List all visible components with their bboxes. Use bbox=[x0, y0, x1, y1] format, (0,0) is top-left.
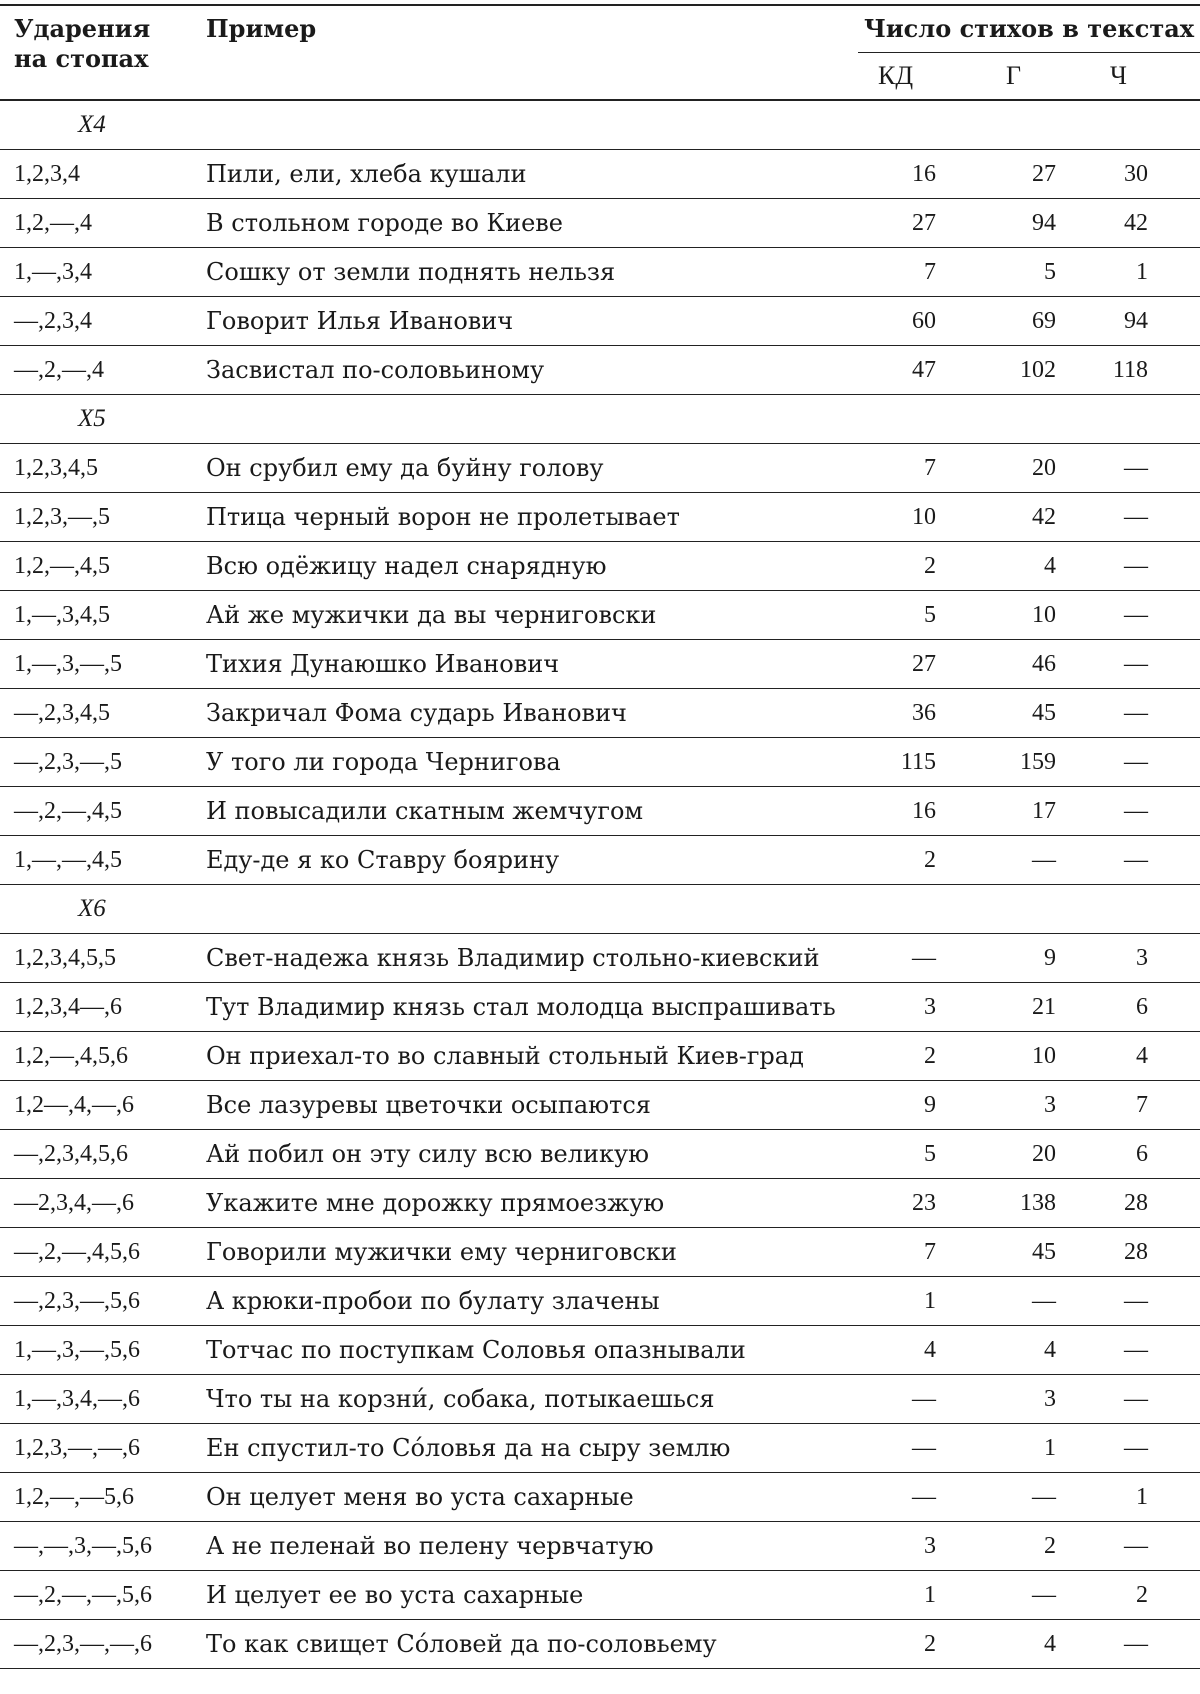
example-cell: У того ли города Чернигова bbox=[204, 738, 858, 787]
kd-count-cell: 5 bbox=[858, 1130, 958, 1179]
stress-cell: —,2,3,4 bbox=[0, 297, 204, 346]
example-cell: Тотчас по поступкам Соловья опазнывали bbox=[204, 1326, 858, 1375]
section-label: Х4 bbox=[0, 100, 1200, 150]
g-count-cell: 27 bbox=[958, 150, 1082, 199]
stress-cell: —,2,3,—,5 bbox=[0, 738, 204, 787]
table-row bbox=[0, 297, 1200, 346]
table-row bbox=[0, 1473, 1200, 1522]
ch-count-cell: 28 bbox=[1082, 1228, 1200, 1277]
g-count-cell: 45 bbox=[958, 1228, 1082, 1277]
g-count-cell: 17 bbox=[958, 787, 1082, 836]
example-cell: А не пеленай во пелену червчатую bbox=[204, 1522, 858, 1571]
kd-count-cell: — bbox=[858, 1424, 958, 1473]
g-column-header: Г bbox=[958, 53, 1082, 101]
g-count-cell: 4 bbox=[958, 1326, 1082, 1375]
example-cell: Сошку от земли поднять нельзя bbox=[204, 248, 858, 297]
example-cell: И целует ее во уста сахарные bbox=[204, 1571, 858, 1620]
example-cell: Говорили мужички ему черниговски bbox=[204, 1228, 858, 1277]
example-cell: Все лазуревы цветочки осыпаются bbox=[204, 1081, 858, 1130]
example-cell: Он срубил ему да буйну голову bbox=[204, 444, 858, 493]
ch-count-cell: — bbox=[1082, 1375, 1200, 1424]
g-count-cell: 2 bbox=[958, 1522, 1082, 1571]
table-row bbox=[0, 836, 1200, 885]
ch-count-cell: — bbox=[1082, 1424, 1200, 1473]
example-cell: Ай побил он эту силу всю великую bbox=[204, 1130, 858, 1179]
kd-count-cell: 7 bbox=[858, 1228, 958, 1277]
example-cell: И повысадили скатным жемчугом bbox=[204, 787, 858, 836]
table-row bbox=[0, 640, 1200, 689]
stress-cell: 1,2,3,4—,6 bbox=[0, 983, 204, 1032]
stress-cell: 1,2,3,4,5,5 bbox=[0, 934, 204, 983]
kd-count-cell: 47 bbox=[858, 346, 958, 395]
stress-cell: —,2,—,4,5 bbox=[0, 787, 204, 836]
example-cell: Укажите мне дорожку прямоезжую bbox=[204, 1179, 858, 1228]
ch-count-cell: — bbox=[1082, 493, 1200, 542]
table-row bbox=[0, 444, 1200, 493]
example-cell: Он целует меня во уста сахарные bbox=[204, 1473, 858, 1522]
table-row bbox=[0, 248, 1200, 297]
ch-count-cell: 6 bbox=[1082, 983, 1200, 1032]
stress-cell: —,2,—,4 bbox=[0, 346, 204, 395]
ch-count-cell: 6 bbox=[1082, 1130, 1200, 1179]
table-row bbox=[0, 689, 1200, 738]
example-cell: А крюки-пробои по булату злачены bbox=[204, 1277, 858, 1326]
ch-count-cell: 1 bbox=[1082, 1473, 1200, 1522]
example-cell: Всю одёжицу надел снарядную bbox=[204, 542, 858, 591]
table-row bbox=[0, 1375, 1200, 1424]
kd-count-cell: 1 bbox=[858, 1277, 958, 1326]
stress-cell: 1,—,3,—,5,6 bbox=[0, 1326, 204, 1375]
example-cell: В стольном городе во Киеве bbox=[204, 199, 858, 248]
table-row bbox=[0, 1130, 1200, 1179]
ch-count-cell: — bbox=[1082, 689, 1200, 738]
ch-count-cell: 30 bbox=[1082, 150, 1200, 199]
kd-count-cell: 27 bbox=[858, 640, 958, 689]
table-row bbox=[0, 1424, 1200, 1473]
table-row bbox=[0, 1277, 1200, 1326]
stress-cell: 1,2,3,—,—,6 bbox=[0, 1424, 204, 1473]
example-cell: Свет-надежа князь Владимир стольно-киевский bbox=[204, 934, 858, 983]
kd-count-cell: 36 bbox=[858, 689, 958, 738]
kd-count-cell: 2 bbox=[858, 1620, 958, 1669]
example-cell: Закричал Фома сударь Иванович bbox=[204, 689, 858, 738]
stress-cell: 1,2,3,4 bbox=[0, 150, 204, 199]
kd-column-header: КД bbox=[858, 53, 958, 101]
ch-count-cell: — bbox=[1082, 738, 1200, 787]
stress-cell: —,2,3,4,5,6 bbox=[0, 1130, 204, 1179]
g-count-cell: 5 bbox=[958, 248, 1082, 297]
kd-count-cell: 1 bbox=[858, 1571, 958, 1620]
ch-count-cell: — bbox=[1082, 1326, 1200, 1375]
ch-count-cell: — bbox=[1082, 787, 1200, 836]
g-count-cell: 4 bbox=[958, 542, 1082, 591]
example-cell: Говорит Илья Иванович bbox=[204, 297, 858, 346]
stress-cell: 1,—,3,4,5 bbox=[0, 591, 204, 640]
example-cell: То как свищет Со́ловей да по-соловьему bbox=[204, 1620, 858, 1669]
kd-count-cell: 7 bbox=[858, 248, 958, 297]
kd-count-cell: 16 bbox=[858, 150, 958, 199]
stress-cell: —,—,3,—,5,6 bbox=[0, 1522, 204, 1571]
stress-cell: —,2,3,—,—,6 bbox=[0, 1620, 204, 1669]
kd-count-cell: — bbox=[858, 1473, 958, 1522]
example-cell: Пили, ели, хлеба кушали bbox=[204, 150, 858, 199]
table-row bbox=[0, 1620, 1200, 1669]
ch-count-cell: 94 bbox=[1082, 297, 1200, 346]
table-row bbox=[0, 738, 1200, 787]
kd-count-cell: 115 bbox=[858, 738, 958, 787]
table-row bbox=[0, 199, 1200, 248]
table-row bbox=[0, 1081, 1200, 1130]
ch-count-cell: — bbox=[1082, 444, 1200, 493]
g-count-cell: — bbox=[958, 1571, 1082, 1620]
example-cell: Он приехал-то во славный стольный Киев-град bbox=[204, 1032, 858, 1081]
ch-count-cell: — bbox=[1082, 836, 1200, 885]
example-cell: Птица черный ворон не пролетывает bbox=[204, 493, 858, 542]
stress-cell: 1,—,—,4,5 bbox=[0, 836, 204, 885]
g-count-cell: 94 bbox=[958, 199, 1082, 248]
kd-count-cell: 4 bbox=[858, 1326, 958, 1375]
ch-count-cell: — bbox=[1082, 542, 1200, 591]
ch-count-cell: — bbox=[1082, 640, 1200, 689]
example-cell: Что ты на корзни́, собака, потыкаешься bbox=[204, 1375, 858, 1424]
table-row bbox=[0, 493, 1200, 542]
kd-count-cell: 3 bbox=[858, 1522, 958, 1571]
ch-count-cell: — bbox=[1082, 1522, 1200, 1571]
stress-cell: 1,2—,4,—,6 bbox=[0, 1081, 204, 1130]
kd-count-cell: 2 bbox=[858, 836, 958, 885]
g-count-cell: — bbox=[958, 1277, 1082, 1326]
stress-cell: —,2,—,4,5,6 bbox=[0, 1228, 204, 1277]
g-count-cell: 46 bbox=[958, 640, 1082, 689]
ch-count-cell: 7 bbox=[1082, 1081, 1200, 1130]
kd-count-cell: 7 bbox=[858, 444, 958, 493]
table-row bbox=[0, 542, 1200, 591]
g-count-cell: 9 bbox=[958, 934, 1082, 983]
ch-count-cell: 42 bbox=[1082, 199, 1200, 248]
g-count-cell: — bbox=[958, 1473, 1082, 1522]
ch-count-cell: 3 bbox=[1082, 934, 1200, 983]
stress-cell: —,2,—,—,5,6 bbox=[0, 1571, 204, 1620]
stress-cell: 1,—,3,—,5 bbox=[0, 640, 204, 689]
ch-column-header: Ч bbox=[1082, 53, 1200, 101]
g-count-cell: — bbox=[958, 836, 1082, 885]
section-row bbox=[0, 395, 1200, 444]
table-row bbox=[0, 591, 1200, 640]
g-count-cell: 1 bbox=[958, 1424, 1082, 1473]
ch-count-cell: — bbox=[1082, 1277, 1200, 1326]
stress-cell: 1,2,—,4 bbox=[0, 199, 204, 248]
stress-cell: 1,—,3,4,—,6 bbox=[0, 1375, 204, 1424]
kd-count-cell: 23 bbox=[858, 1179, 958, 1228]
table-row bbox=[0, 983, 1200, 1032]
ch-count-cell: 118 bbox=[1082, 346, 1200, 395]
section-row bbox=[0, 100, 1200, 150]
ch-count-cell: 28 bbox=[1082, 1179, 1200, 1228]
stress-cell: 1,2,3,4,5 bbox=[0, 444, 204, 493]
stress-cell: —2,3,4,—,6 bbox=[0, 1179, 204, 1228]
g-count-cell: 159 bbox=[958, 738, 1082, 787]
g-count-cell: 10 bbox=[958, 1032, 1082, 1081]
kd-count-cell: 5 bbox=[858, 591, 958, 640]
counts-column-header: Число стихов в текстах bbox=[858, 0, 1200, 53]
g-count-cell: 102 bbox=[958, 346, 1082, 395]
table-row bbox=[0, 787, 1200, 836]
g-count-cell: 21 bbox=[958, 983, 1082, 1032]
table-row bbox=[0, 1326, 1200, 1375]
kd-count-cell: 3 bbox=[858, 983, 958, 1032]
g-count-cell: 3 bbox=[958, 1081, 1082, 1130]
g-count-cell: 20 bbox=[958, 1130, 1082, 1179]
kd-count-cell: 10 bbox=[858, 493, 958, 542]
example-column-header: Пример bbox=[204, 0, 858, 100]
stress-cell: 1,2,—,4,5,6 bbox=[0, 1032, 204, 1081]
example-cell: Тихия Дунаюшко Иванович bbox=[204, 640, 858, 689]
stress-cell: —,2,3,—,5,6 bbox=[0, 1277, 204, 1326]
table-row bbox=[0, 1522, 1200, 1571]
table-row bbox=[0, 150, 1200, 199]
kd-count-cell: 9 bbox=[858, 1081, 958, 1130]
table-row bbox=[0, 1571, 1200, 1620]
ch-count-cell: 4 bbox=[1082, 1032, 1200, 1081]
example-cell: Тут Владимир князь стал молодца выспрашивать bbox=[204, 983, 858, 1032]
g-count-cell: 42 bbox=[958, 493, 1082, 542]
table-body bbox=[0, 100, 1200, 1669]
header-row bbox=[0, 0, 1200, 53]
example-cell: Еду-де я ко Ставру боярину bbox=[204, 836, 858, 885]
kd-count-cell: 60 bbox=[858, 297, 958, 346]
ch-count-cell: — bbox=[1082, 1620, 1200, 1669]
g-count-cell: 3 bbox=[958, 1375, 1082, 1424]
table-row bbox=[0, 1179, 1200, 1228]
table-row bbox=[0, 346, 1200, 395]
g-count-cell: 69 bbox=[958, 297, 1082, 346]
g-count-cell: 138 bbox=[958, 1179, 1082, 1228]
kd-count-cell: 16 bbox=[858, 787, 958, 836]
stress-cell: 1,2,—,—5,6 bbox=[0, 1473, 204, 1522]
g-count-cell: 10 bbox=[958, 591, 1082, 640]
example-cell: Ен спустил-то Со́ловья да на сыру землю bbox=[204, 1424, 858, 1473]
stress-cell: 1,2,3,—,5 bbox=[0, 493, 204, 542]
table-row bbox=[0, 1228, 1200, 1277]
section-row bbox=[0, 885, 1200, 934]
g-count-cell: 45 bbox=[958, 689, 1082, 738]
section-label: Х6 bbox=[0, 885, 1200, 934]
top-rule bbox=[0, 4, 1200, 6]
stress-cell: 1,2,—,4,5 bbox=[0, 542, 204, 591]
section-label: Х5 bbox=[0, 395, 1200, 444]
kd-count-cell: 27 bbox=[858, 199, 958, 248]
ch-count-cell: 1 bbox=[1082, 248, 1200, 297]
stress-column-header: Ударения на стопах bbox=[0, 0, 204, 100]
g-count-cell: 4 bbox=[958, 1620, 1082, 1669]
ch-count-cell: 2 bbox=[1082, 1571, 1200, 1620]
stress-cell: 1,—,3,4 bbox=[0, 248, 204, 297]
kd-count-cell: 2 bbox=[858, 542, 958, 591]
stress-cell: —,2,3,4,5 bbox=[0, 689, 204, 738]
kd-count-cell: — bbox=[858, 1375, 958, 1424]
ch-count-cell: — bbox=[1082, 591, 1200, 640]
kd-count-cell: 2 bbox=[858, 1032, 958, 1081]
kd-count-cell: — bbox=[858, 934, 958, 983]
example-cell: Засвистал по-соловьиному bbox=[204, 346, 858, 395]
example-cell: Ай же мужички да вы черниговски bbox=[204, 591, 858, 640]
table-row bbox=[0, 1032, 1200, 1081]
g-count-cell: 20 bbox=[958, 444, 1082, 493]
table-row bbox=[0, 934, 1200, 983]
